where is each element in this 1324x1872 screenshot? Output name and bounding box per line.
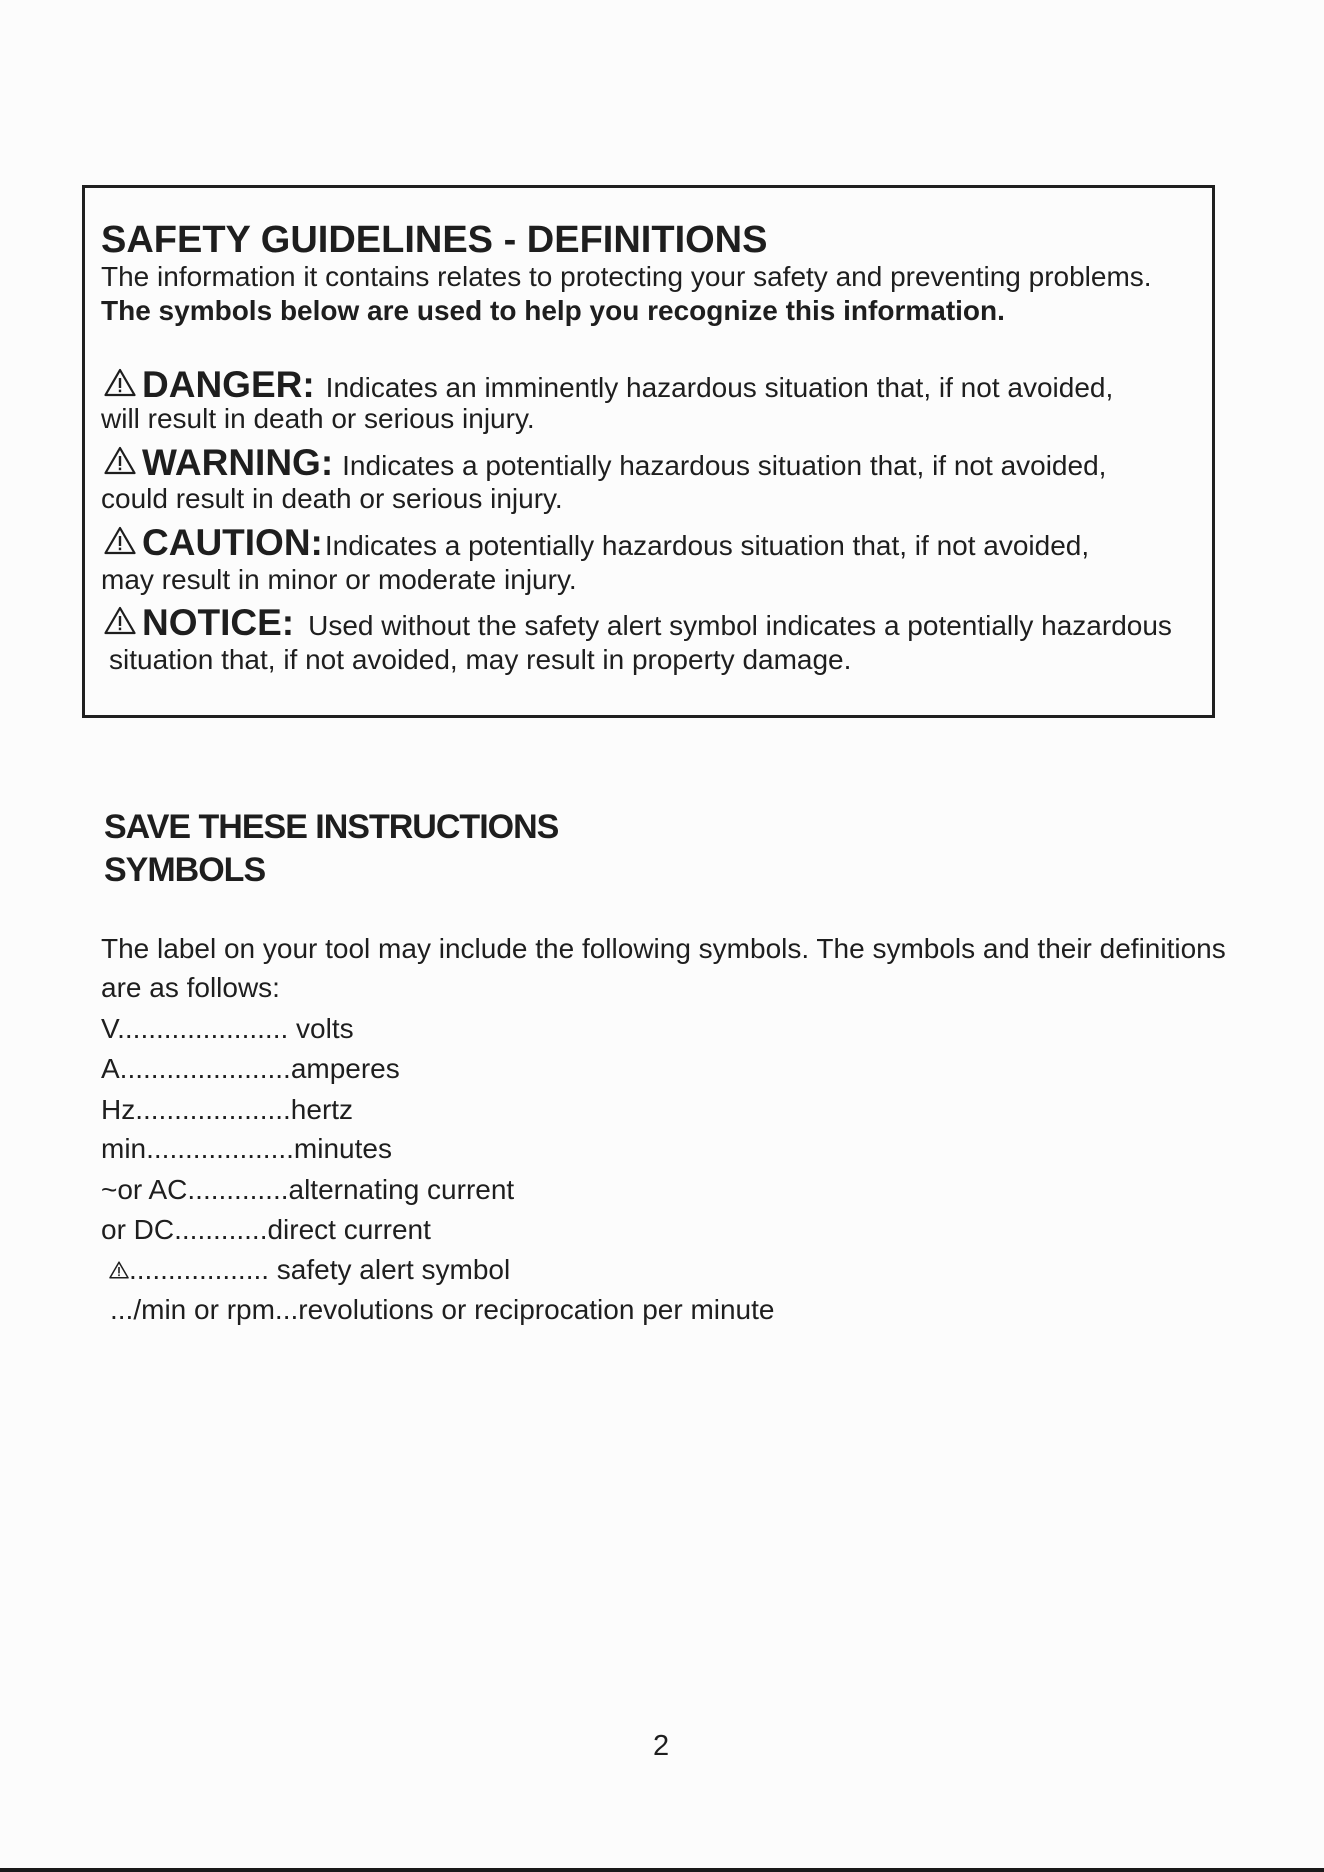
symbol-list-item: ~or AC.............alternating current: [101, 1174, 515, 1205]
symbols-intro-text: The label on your tool may include the following symbols. The symbols and their definitions: [101, 933, 1226, 964]
symbol-list-item: A......................amperes: [101, 1053, 400, 1084]
save-instructions-heading: SAVE THESE INSTRUCTIONS: [104, 808, 559, 846]
warning-triangle-icon: [104, 368, 136, 397]
definition-caution: [104, 521, 1089, 565]
symbol-list-item: [109, 1253, 510, 1287]
definition-text: Used without the safety alert symbol indicates a potentially hazardous: [308, 610, 1172, 641]
safety-intro-bold-text: The symbols below are used to help you recognize this information.: [101, 295, 1005, 326]
definition-danger: [104, 363, 1113, 407]
definition-text-continued: will result in death or serious injury.: [101, 403, 535, 434]
safety-guidelines-box: [82, 185, 1215, 718]
warning-triangle-icon: [104, 446, 136, 475]
safety-intro-text: The information it contains relates to protecting your safety and preventing problems.: [101, 261, 1152, 292]
definition-text: Indicates a potentially hazardous situation that, if not avoided,: [342, 450, 1107, 481]
safety-guidelines-title: SAFETY GUIDELINES - DEFINITIONS: [101, 219, 768, 261]
symbol-list-item-text: .................. safety alert symbol: [129, 1254, 511, 1285]
definition-text-continued: could result in death or serious injury.: [101, 483, 563, 514]
symbol-list-item: Hz....................hertz: [101, 1094, 354, 1125]
page-number: 2: [653, 1730, 670, 1762]
definition-label: CAUTION:: [142, 522, 323, 563]
definition-text-continued: may result in minor or moderate injury.: [101, 564, 577, 595]
definition-notice: [104, 601, 1172, 645]
definition-warning: [104, 441, 1106, 485]
definition-label: DANGER:: [142, 364, 315, 405]
warning-triangle-icon: [109, 1261, 129, 1279]
symbol-list-item: .../min or rpm...revolutions or reciprocation per minute: [110, 1294, 775, 1325]
definition-label: WARNING:: [142, 442, 334, 483]
definition-text-continued: situation that, if not avoided, may result in property damage.: [109, 644, 852, 675]
symbol-list-item: or DC............direct current: [101, 1214, 431, 1245]
bottom-edge-line: [0, 1868, 1324, 1872]
definition-text: Indicates an imminently hazardous situation that, if not avoided,: [325, 372, 1114, 403]
warning-triangle-icon: [104, 526, 136, 555]
warning-triangle-icon: [104, 606, 136, 635]
definition-label: NOTICE:: [142, 602, 295, 643]
symbol-list-item: V...................... volts: [101, 1013, 354, 1044]
definition-text: Indicates a potentially hazardous situation that, if not avoided,: [324, 530, 1090, 561]
symbols-heading: SYMBOLS: [104, 851, 266, 889]
symbol-list-item: min...................minutes: [101, 1133, 392, 1164]
symbols-intro-text-continued: are as follows:: [101, 972, 280, 1003]
